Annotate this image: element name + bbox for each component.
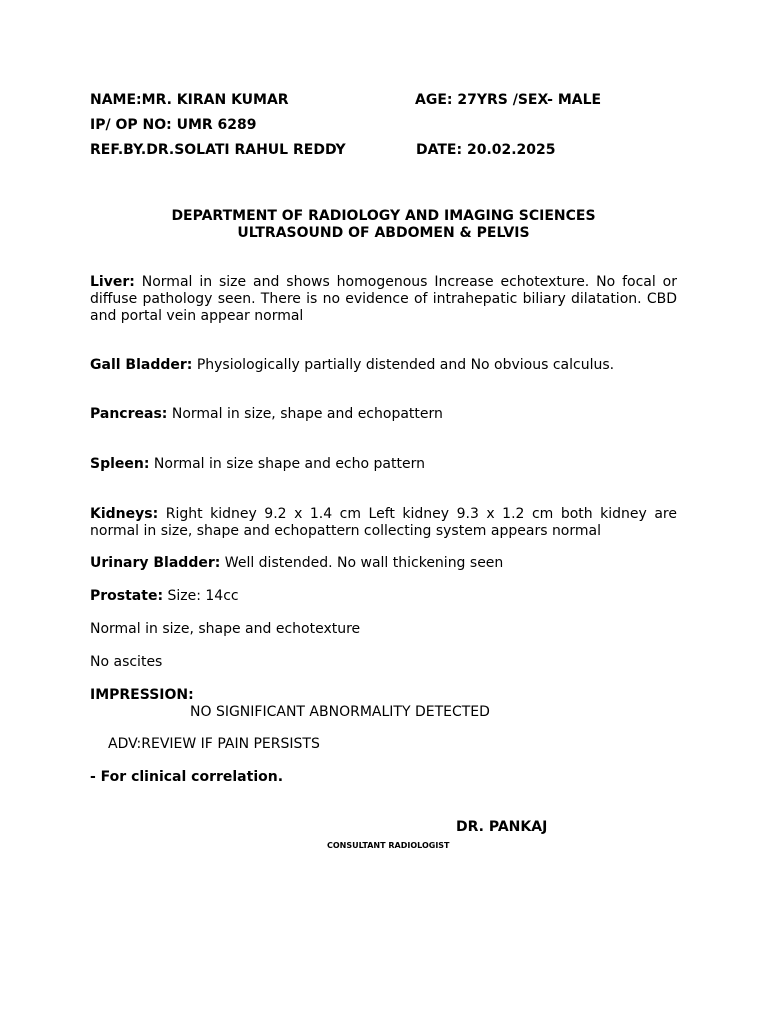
impression-label: IMPRESSION: bbox=[90, 687, 194, 703]
bladder-label: Urinary Bladder: bbox=[90, 555, 221, 571]
clinical-correlation: - For clinical correlation. bbox=[90, 769, 284, 785]
pancreas-text: Normal in size, shape and echopattern bbox=[167, 406, 443, 422]
bladder-text: Well distended. No wall thickening seen bbox=[220, 555, 504, 571]
department-title: DEPARTMENT OF RADIOLOGY AND IMAGING SCIENCES bbox=[171, 208, 596, 224]
liver-finding bbox=[90, 274, 677, 325]
liver-label: Liver: bbox=[90, 274, 135, 290]
prostate-finding bbox=[90, 588, 677, 605]
gallbladder-text: Physiologically partially distended and No obvious calculus. bbox=[192, 357, 615, 373]
ip-op-number: IP/ OP NO: UMR 6289 bbox=[90, 117, 257, 133]
doctor-designation: CONSULTANT RADIOLOGIST bbox=[327, 841, 450, 850]
patient-name: NAME:MR. KIRAN KUMAR bbox=[90, 92, 289, 108]
kidneys-finding bbox=[90, 506, 677, 540]
referred-by: REF.BY.DR.SOLATI RAHUL REDDY bbox=[90, 142, 346, 158]
pancreas-label: Pancreas: bbox=[90, 406, 168, 422]
prostate-label: Prostate: bbox=[90, 588, 164, 604]
pancreas-finding bbox=[90, 406, 677, 423]
spleen-finding bbox=[90, 456, 677, 473]
liver-text: Normal in size and shows homogenous Increase echotexture. No focal or diffuse pathology seen. There is no evidence of intrahepatic biliary dilatation. CBD and portal vein appear normal bbox=[90, 274, 677, 324]
study-title: ULTRASOUND OF ABDOMEN & PELVIS bbox=[237, 225, 530, 241]
doctor-name: DR. PANKAJ bbox=[456, 819, 548, 835]
ascites-note: No ascites bbox=[90, 654, 163, 670]
impression-text: NO SIGNIFICANT ABNORMALITY DETECTED bbox=[190, 704, 490, 720]
report-date: DATE: 20.02.2025 bbox=[416, 142, 556, 158]
kidneys-label: Kidneys: bbox=[90, 506, 159, 522]
patient-age-sex: AGE: 27YRS /SEX- MALE bbox=[415, 92, 602, 108]
gallbladder-finding bbox=[90, 357, 677, 374]
prostate-note: Normal in size, shape and echotexture bbox=[90, 621, 361, 637]
kidneys-text: Right kidney 9.2 x 1.4 cm Left kidney 9.3 x 1.2 cm both kidney are normal in size, shape and echopattern collecting system appears normal bbox=[90, 506, 677, 539]
prostate-text: Size: 14cc bbox=[163, 588, 239, 604]
gallbladder-label: Gall Bladder: bbox=[90, 357, 193, 373]
bladder-finding bbox=[90, 555, 677, 572]
spleen-label: Spleen: bbox=[90, 456, 150, 472]
advice-text: ADV:REVIEW IF PAIN PERSISTS bbox=[108, 736, 320, 752]
spleen-text: Normal in size shape and echo pattern bbox=[149, 456, 425, 472]
